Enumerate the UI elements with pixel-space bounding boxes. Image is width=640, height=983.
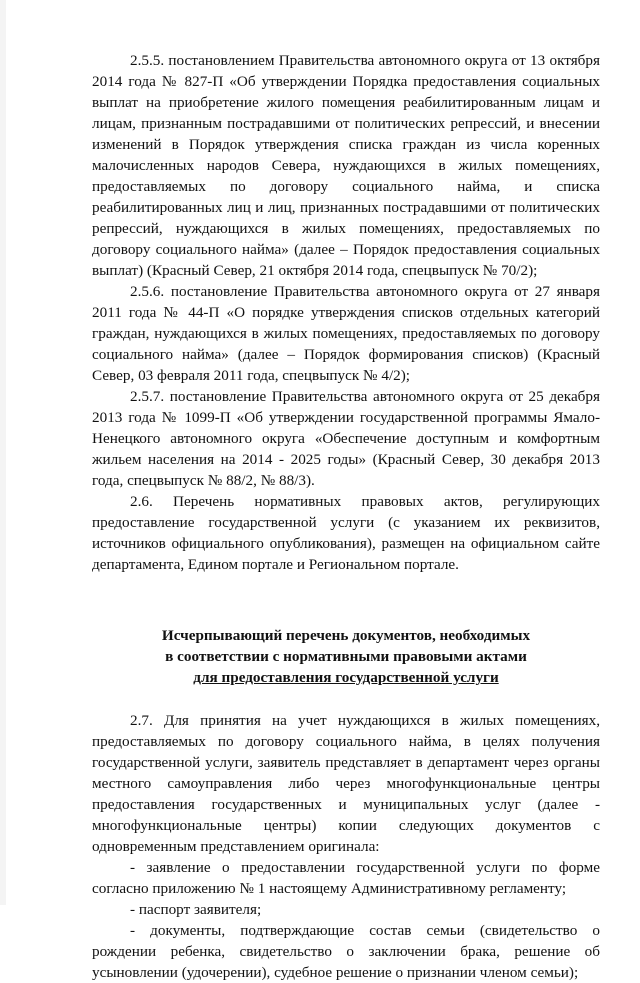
paragraph-2-5-7: 2.5.7. постановление Правительства автономного округа от 25 декабря 2013 года № 1099-П «Об утверждении государственной программы Ямало-Ненецкого автономного округа «Обеспечение доступным и комфортным жильем населения на 2014 - 2025 годы» (Красный Север, 30 декабря 2013 года, спецвыпуск № 88/2, № 88/3). [92,388,600,489]
list-item: - документы, подтверждающие состав семьи (свидетельство о рождении ребенка, свидетельство о заключении брака, решение об усыновлении (удочерении), судебное решение о признании членом семьи); [92,922,600,981]
paragraph-2-7: 2.7. Для принятия на учет нуждающихся в жилых помещениях, предоставляемых по договору социального найма, в целях получения государственной услуги, заявитель представляет в департамент через органы местного самоуправления либо через многофункциональные центры предоставления государственных и муниципальных услуг (далее - многофункциональные центры) копии следующих документов с одновременным представлением оригинала: [92,712,600,855]
list-item: - паспорт заявителя; [130,901,262,918]
paragraph-2-6: 2.6. Перечень нормативных правовых актов, регулирующих предоставление государственной услуги (с указанием их реквизитов, источников официального опубликования), размещен на официальном сайте департамента, Едином портале и Региональном портале. [92,493,600,573]
paragraph-2-5-6: 2.5.6. постановление Правительства автономного округа от 27 января 2011 года № 44-П «О порядке утверждения списков отдельных категорий граждан, нуждающихся в жилых помещениях, предоставляемых по договору социального найма» (далее – Порядок формирования списков) (Красный Север, 03 февраля 2011 года, спецвыпуск № 4/2); [92,283,600,384]
list-item: - заявление о предоставлении государственной услуги по форме согласно приложению № 1 настоящему Административному регламенту; [92,859,600,897]
scan-edge [0,0,6,905]
heading-line-3: для предоставления государственной услуги [193,669,499,686]
heading-line-1: Исчерпывающий перечень документов, необходимых [161,627,531,644]
section-gap [92,575,600,625]
document-body [92,50,600,983]
paragraph-2-5-5: 2.5.5. постановлением Правительства автономного округа от 13 октября 2014 года № 827-П «Об утверждении Порядка предоставления социальных выплат на приобретение жилого помещения реабилитированным лицам и лицам, признанным пострадавшими от политических репрессий, и внесении изменений в Порядок утверждения списка граждан из числа коренных малочисленных народов Севера, нуждающихся в жилых помещениях, предоставляемых по договору социального найма, и списка реабилитированных лиц и лиц, признанных пострадавшими от политических репрессий, нуждающихся в жилых помещениях, предоставляемых по договору социального найма» (далее – Порядок предоставления социальных выплат) (Красный Север, 21 октября 2014 года, спецвыпуск № 70/2); [92,52,600,279]
heading-gap [92,688,600,710]
heading-line-2: в соответствии с нормативными правовыми актами [165,648,527,665]
section-heading [92,625,600,688]
